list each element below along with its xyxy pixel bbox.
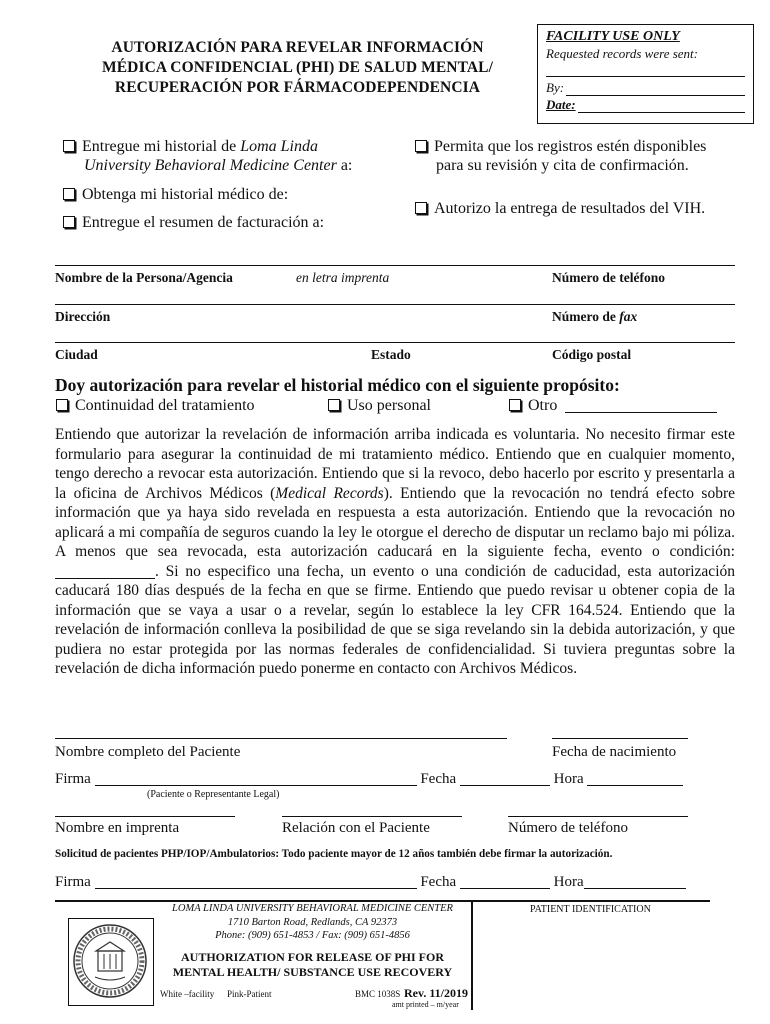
city-line[interactable] xyxy=(55,342,735,343)
checkbox-icon[interactable] xyxy=(415,202,427,214)
option-obtain-records[interactable]: Obtenga mi historial médico de: xyxy=(63,185,288,204)
option-records-available[interactable]: Permita que los registros estén disponibles para su revisión y cita de confirmación. xyxy=(415,137,745,175)
signature-row: Firma Fecha Hora xyxy=(55,771,683,788)
form-title xyxy=(60,38,535,98)
dob-label: Fecha de nacimiento xyxy=(552,744,677,760)
date-label: Date: xyxy=(546,97,576,112)
checkbox-icon[interactable] xyxy=(63,140,75,152)
revision: Rev. 11/2019 xyxy=(404,986,469,1000)
requested-records-line[interactable] xyxy=(546,62,745,77)
signature-date-field[interactable] xyxy=(460,771,550,786)
footer-address xyxy=(155,902,470,943)
address-line[interactable] xyxy=(55,304,735,305)
phone-label-2: Número de teléfono xyxy=(508,820,628,836)
checkbox-icon[interactable] xyxy=(63,188,75,200)
name-line[interactable] xyxy=(55,265,735,266)
footer-divider xyxy=(471,900,473,1010)
checkbox-icon[interactable] xyxy=(415,140,427,152)
dob-line[interactable] xyxy=(552,738,688,739)
signature-time-field[interactable] xyxy=(587,771,683,786)
purpose-other[interactable]: Otro xyxy=(509,396,717,415)
option-billing-summary[interactable]: Entregue el resumen de facturación a: xyxy=(63,213,324,232)
facility-heading: FACILITY USE ONLY xyxy=(546,29,680,44)
name-label: Nombre de la Persona/Agencia xyxy=(55,270,233,285)
by-field[interactable] xyxy=(566,81,745,96)
title-line: AUTORIZACIÓN PARA REVELAR INFORMACIÓN xyxy=(111,39,484,56)
purpose-other-field[interactable] xyxy=(565,398,717,413)
copy-pink: Pink-Patient xyxy=(227,989,272,999)
patient-id-label: PATIENT IDENTIFICATION xyxy=(530,904,651,915)
option-deliver-records[interactable]: Entregue mi historial de Loma Linda University Behavioral Medicine Center a: xyxy=(63,137,403,175)
address-label: Dirección xyxy=(55,309,111,324)
date-field[interactable] xyxy=(578,98,745,113)
phone-line[interactable] xyxy=(508,816,688,817)
facility-use-box xyxy=(537,24,754,124)
footer-street: 1710 Barton Road, Redlands, CA 92373 xyxy=(227,916,398,928)
signature-row-2: Firma Fecha Hora xyxy=(55,874,686,891)
title-line: RECUPERACIÓN POR FÁRMACODEPENDENCIA xyxy=(114,79,481,96)
print-name-label: Nombre en imprenta xyxy=(55,820,180,836)
print-name-line[interactable] xyxy=(55,816,235,817)
printed-note: amt printed – m/year xyxy=(392,1000,459,1009)
relation-label: Relación con el Paciente xyxy=(282,820,430,836)
phone-label: Número de teléfono xyxy=(552,270,665,285)
checkbox-icon[interactable] xyxy=(328,399,340,411)
copy-white: White –facility xyxy=(160,989,215,999)
footer-form-title: AUTHORIZATION FOR RELEASE OF PHI FOR MENTAL HEALTH/ SUBSTANCE USE RECOVERY xyxy=(172,950,453,979)
signature-date-field-2[interactable] xyxy=(460,874,550,889)
purpose-personal-use[interactable]: Uso personal xyxy=(328,396,431,415)
signature-time-field-2[interactable] xyxy=(584,874,686,889)
state-label: Estado xyxy=(371,347,411,362)
purpose-heading: Doy autorización para revelar el historial médico con el siguiente propósito: xyxy=(55,375,620,395)
checkbox-icon[interactable] xyxy=(63,216,75,228)
fax-label: Número de fax xyxy=(552,309,638,324)
representative-note: (Paciente o Representante Legal) xyxy=(147,789,280,800)
zip-label: Código postal xyxy=(552,347,632,362)
requested-records-label: Requested records were sent: xyxy=(546,46,698,61)
patient-name-line[interactable] xyxy=(55,738,507,739)
by-label: By: xyxy=(546,80,565,95)
checkbox-icon[interactable] xyxy=(56,399,68,411)
title-line: MÉDICA CONFIDENCIAL (PHI) DE SALUD MENTAL/ xyxy=(101,59,493,76)
patient-name-label: Nombre completo del Paciente xyxy=(55,744,241,760)
checkbox-icon[interactable] xyxy=(509,399,521,411)
authorization-text: Entiendo que autorizar la revelación de información arriba indicada es voluntaria. No necesito firmar este formulario para asegurar la continuidad de mi tratamiento médico. Entiendo que en cualquier momento, tengo derecho a revocar esta autorización. Entiendo que si la revoco, debo hacerlo por escrito y presentarla a la oficina de Archivos Médicos (Medical Records). Entiendo que la revocación no tendrá efecto sobre información que ya haya sido revelada en respuesta a esta autorización. Entiendo que la revocación no aplicará a mi compañía de seguros cuando la ley le otorgue el derecho de disputar un reclamo bajo mi póliza. A menos que sea revocada, esta autorización caducará en la siguiente fecha, evento o condición:. Si no especifico una fecha, un evento o una condición de caducidad, esta autorización caducará 180 días después de la fecha en que se firme. Entiendo que puedo revisar u obtener copia de la información que se vaya a usar o a revelar, según lo establece la ley CFR 164.524. Entiendo que la revelación de información conlleva la posibilidad de que se siga revelando sin la debida autorización, y que pudiera no estar protegida por las normas federales de confidencialidad. Si tuviera preguntas sobre la revelación de dicha información puedo ponerme en contacto con Archivos Médicos. xyxy=(55,426,735,677)
footer-org: LOMA LINDA UNIVERSITY BEHAVIORAL MEDICINE CENTER xyxy=(172,903,453,914)
purpose-continuity[interactable]: Continuidad del tratamiento xyxy=(56,396,255,415)
relation-line[interactable] xyxy=(282,816,462,817)
footer-phone: Phone: (909) 651-4853 / Fax: (909) 651-4856 xyxy=(215,930,410,941)
city-label: Ciudad xyxy=(55,347,98,362)
form-number: BMC 1038S xyxy=(355,989,401,999)
php-note: Solicitud de pacientes PHP/IOP/Ambulatorios: Todo paciente mayor de 12 años también debe firmar la autorización. xyxy=(55,848,613,860)
university-seal-logo xyxy=(68,918,154,1006)
signature-field[interactable] xyxy=(95,771,417,786)
print-hint: en letra imprenta xyxy=(296,270,390,285)
option-hiv-results[interactable]: Autorizo la entrega de resultados del VIH. xyxy=(415,199,705,218)
expiration-field[interactable] xyxy=(55,564,155,579)
signature-field-2[interactable] xyxy=(95,874,417,889)
